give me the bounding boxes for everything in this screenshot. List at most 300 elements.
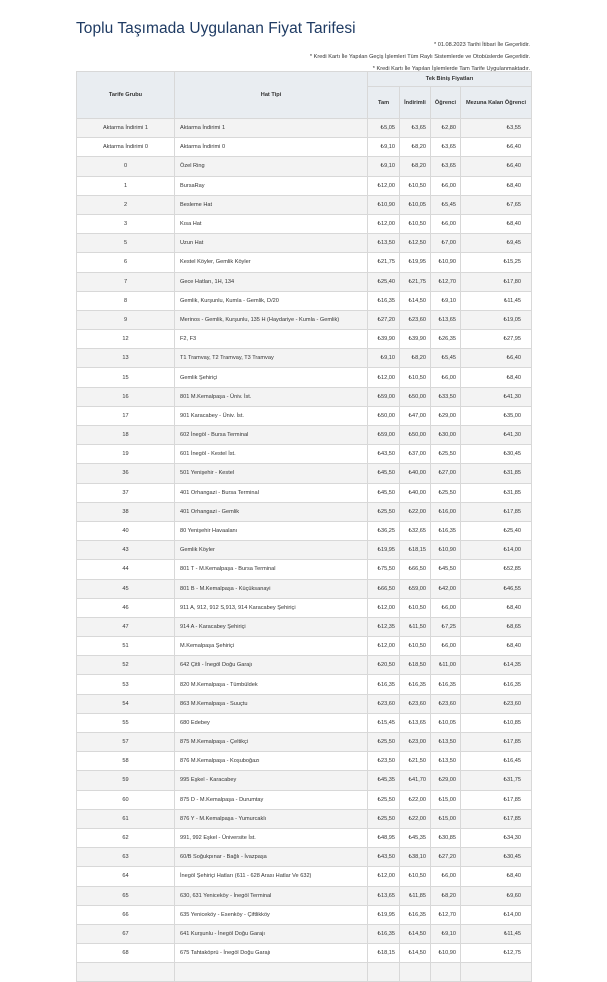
tariff-group-cell: 5 (77, 234, 175, 253)
full-fare-cell: ₺12,35 (368, 617, 400, 636)
graduate-student-fare-cell: ₺8,40 (461, 598, 532, 617)
discounted-fare-cell: ₺18,50 (400, 656, 431, 675)
student-fare-cell: ₺25,50 (431, 483, 461, 502)
discounted-fare-cell: ₺14,50 (400, 944, 431, 963)
tariff-group-cell: 57 (77, 733, 175, 752)
line-type-cell: 635 Yeniceköy - Esenköy - Çiftlikköy (175, 905, 368, 924)
full-fare-cell: ₺25,50 (368, 502, 400, 521)
line-type-cell: Kısa Hat (175, 214, 368, 233)
discounted-fare-cell: ₺40,00 (400, 464, 431, 483)
student-fare-cell: ₺25,50 (431, 445, 461, 464)
discounted-fare-cell: ₺50,00 (400, 387, 431, 406)
discounted-fare-cell: ₺21,75 (400, 272, 431, 291)
table-row (77, 579, 532, 598)
discounted-fare-cell: ₺19,95 (400, 253, 431, 272)
student-fare-cell: ₺13,50 (431, 752, 461, 771)
note-date: * 01.08.2023 Tarihi İtibari İle Geçerlidir. (434, 42, 530, 48)
student-fare-cell: ₺27,00 (431, 464, 461, 483)
line-type-cell: 876 Y - M.Kemalpaşa - Yumurcaklı (175, 809, 368, 828)
full-fare-cell: ₺13,65 (368, 886, 400, 905)
graduate-student-fare-cell: ₺8,40 (461, 368, 532, 387)
discounted-fare-cell: ₺41,70 (400, 771, 431, 790)
graduate-student-fare-cell: ₺14,35 (461, 656, 532, 675)
tariff-group-cell: 55 (77, 713, 175, 732)
table-row (77, 310, 532, 329)
discounted-fare-cell: ₺8,20 (400, 157, 431, 176)
table-row (77, 752, 532, 771)
empty-cell (175, 963, 368, 982)
table-row (77, 272, 532, 291)
discounted-fare-cell: ₺16,35 (400, 905, 431, 924)
tariff-group-cell: 15 (77, 368, 175, 387)
full-fare-cell: ₺16,35 (368, 924, 400, 943)
line-type-cell: 642 Çitli - İnegöl Doğu Garajı (175, 656, 368, 675)
line-type-cell: Besleme Hat (175, 195, 368, 214)
graduate-student-fare-cell: ₺3,55 (461, 119, 532, 138)
discounted-fare-cell: ₺32,65 (400, 521, 431, 540)
table-row (77, 733, 532, 752)
table-row (77, 176, 532, 195)
table-row (77, 445, 532, 464)
tariff-group-cell: 9 (77, 310, 175, 329)
table-row (77, 790, 532, 809)
line-type-cell: Gemlik, Kurşunlu, Kumla - Gemlik, D/20 (175, 291, 368, 310)
line-type-cell: Aktarma İndirimi 1 (175, 119, 368, 138)
graduate-student-fare-cell: ₺7,65 (461, 195, 532, 214)
line-type-cell: Gece Hatları, 1H, 134 (175, 272, 368, 291)
graduate-student-fare-cell: ₺46,55 (461, 579, 532, 598)
full-fare-cell: ₺19,95 (368, 905, 400, 924)
graduate-student-fare-cell: ₺41,30 (461, 426, 532, 445)
table-row (77, 867, 532, 886)
discounted-fare-cell: ₺22,00 (400, 809, 431, 828)
table-row (77, 291, 532, 310)
table-row (77, 637, 532, 656)
graduate-student-fare-cell: ₺11,45 (461, 924, 532, 943)
full-fare-cell: ₺59,00 (368, 426, 400, 445)
line-type-cell: M.Kemalpaşa Şehiriçi (175, 637, 368, 656)
tariff-group-cell: 38 (77, 502, 175, 521)
line-type-cell: 501 Yenişehir - Kestel (175, 464, 368, 483)
graduate-student-fare-cell: ₺16,45 (461, 752, 532, 771)
empty-cell (400, 963, 431, 982)
full-fare-cell: ₺43,50 (368, 848, 400, 867)
header-tariff-group: Tarife Grubu (77, 72, 175, 119)
full-fare-cell: ₺12,00 (368, 368, 400, 387)
header-line-type: Hat Tipi (175, 72, 368, 119)
table-row (77, 521, 532, 540)
graduate-student-fare-cell: ₺14,00 (461, 905, 532, 924)
graduate-student-fare-cell: ₺35,00 (461, 406, 532, 425)
tariff-group-cell: 66 (77, 905, 175, 924)
discounted-fare-cell: ₺23,60 (400, 310, 431, 329)
discounted-fare-cell: ₺8,20 (400, 349, 431, 368)
table-row (77, 157, 532, 176)
student-fare-cell: ₺23,60 (431, 694, 461, 713)
tariff-group-cell: 62 (77, 828, 175, 847)
student-fare-cell: ₺5,45 (431, 195, 461, 214)
line-type-cell: F2, F3 (175, 330, 368, 349)
discounted-fare-cell: ₺10,50 (400, 867, 431, 886)
student-fare-cell: ₺30,85 (431, 828, 461, 847)
tariff-group-cell: 2 (77, 195, 175, 214)
header-graduate-student: Mezuna Kalan Öğrenci (461, 87, 532, 119)
graduate-student-fare-cell: ₺17,85 (461, 502, 532, 521)
tariff-group-cell: 0 (77, 157, 175, 176)
graduate-student-fare-cell: ₺30,45 (461, 445, 532, 464)
tariff-group-cell: 45 (77, 579, 175, 598)
full-fare-cell: ₺13,50 (368, 234, 400, 253)
note-credit-card-scope: * Kredi Kartı İle Yapılan Geçiş İşlemleri Tüm Raylı Sistemlerde ve Otobüslerde Geçerlidir. (309, 54, 530, 60)
graduate-student-fare-cell: ₺27,95 (461, 330, 532, 349)
table-row (77, 387, 532, 406)
tariff-group-cell: 61 (77, 809, 175, 828)
table-row (77, 426, 532, 445)
discounted-fare-cell: ₺10,50 (400, 214, 431, 233)
empty-cell (368, 963, 400, 982)
full-fare-cell: ₺16,35 (368, 291, 400, 310)
line-type-cell: Uzun Hat (175, 234, 368, 253)
discounted-fare-cell: ₺45,35 (400, 828, 431, 847)
graduate-student-fare-cell: ₺31,85 (461, 464, 532, 483)
student-fare-cell: ₺6,00 (431, 176, 461, 195)
student-fare-cell: ₺10,90 (431, 944, 461, 963)
table-row (77, 809, 532, 828)
line-type-cell: 641 Kurşunlu - İnegöl Doğu Garajı (175, 924, 368, 943)
graduate-student-fare-cell: ₺23,60 (461, 694, 532, 713)
full-fare-cell: ₺45,35 (368, 771, 400, 790)
graduate-student-fare-cell: ₺8,65 (461, 617, 532, 636)
tariff-group-cell: 68 (77, 944, 175, 963)
student-fare-cell: ₺33,50 (431, 387, 461, 406)
discounted-fare-cell: ₺22,00 (400, 790, 431, 809)
line-type-cell: 991, 992 Eşkel - Üniversite İst. (175, 828, 368, 847)
graduate-student-fare-cell: ₺11,45 (461, 291, 532, 310)
table-row (77, 541, 532, 560)
graduate-student-fare-cell: ₺10,85 (461, 713, 532, 732)
line-type-cell: 863 M.Kemalpaşa - Suuçtu (175, 694, 368, 713)
student-fare-cell: ₺13,65 (431, 310, 461, 329)
line-type-cell: 914 A - Karacabey Şehiriçi (175, 617, 368, 636)
student-fare-cell: ₺7,25 (431, 617, 461, 636)
student-fare-cell: ₺29,00 (431, 771, 461, 790)
line-type-cell: 901 Karacabey - Üniv. İst. (175, 406, 368, 425)
full-fare-cell: ₺27,20 (368, 310, 400, 329)
student-fare-cell: ₺7,00 (431, 234, 461, 253)
line-type-cell: 801 T - M.Kemalpaşa - Bursa Terminal (175, 560, 368, 579)
full-fare-cell: ₺9,10 (368, 157, 400, 176)
line-type-cell: 820 M.Kemalpaşa - Tümbüldek (175, 675, 368, 694)
full-fare-cell: ₺18,15 (368, 944, 400, 963)
student-fare-cell: ₺12,70 (431, 272, 461, 291)
student-fare-cell: ₺9,10 (431, 924, 461, 943)
line-type-cell: İnegöl Şehiriçi Hatları (611 - 628 Arası Hatlar Ve 632) (175, 867, 368, 886)
full-fare-cell: ₺21,75 (368, 253, 400, 272)
line-type-cell: Aktarma İndirimi 0 (175, 138, 368, 157)
line-type-cell: 680 Edebey (175, 713, 368, 732)
table-row (77, 886, 532, 905)
student-fare-cell: ₺6,00 (431, 214, 461, 233)
discounted-fare-cell: ₺16,35 (400, 675, 431, 694)
line-type-cell: Özel Ring (175, 157, 368, 176)
validity-notes (310, 39, 530, 75)
discounted-fare-cell: ₺10,05 (400, 195, 431, 214)
table-row (77, 464, 532, 483)
graduate-student-fare-cell: ₺17,85 (461, 809, 532, 828)
tariff-group-cell: 53 (77, 675, 175, 694)
discounted-fare-cell: ₺10,50 (400, 368, 431, 387)
discounted-fare-cell: ₺21,50 (400, 752, 431, 771)
student-fare-cell: ₺27,20 (431, 848, 461, 867)
tariff-group-cell: 67 (77, 924, 175, 943)
tariff-rows (77, 119, 532, 982)
discounted-fare-cell: ₺38,10 (400, 848, 431, 867)
table-row (77, 214, 532, 233)
table-row (77, 406, 532, 425)
table-row (77, 349, 532, 368)
tariff-group-cell: 17 (77, 406, 175, 425)
full-fare-cell: ₺12,00 (368, 214, 400, 233)
discounted-fare-cell: ₺8,20 (400, 138, 431, 157)
graduate-student-fare-cell: ₺12,75 (461, 944, 532, 963)
student-fare-cell: ₺15,00 (431, 790, 461, 809)
discounted-fare-cell: ₺47,00 (400, 406, 431, 425)
student-fare-cell: ₺6,00 (431, 598, 461, 617)
discounted-fare-cell: ₺40,00 (400, 483, 431, 502)
discounted-fare-cell: ₺10,50 (400, 176, 431, 195)
table-row (77, 502, 532, 521)
full-fare-cell: ₺75,50 (368, 560, 400, 579)
tariff-group-cell: 64 (77, 867, 175, 886)
line-type-cell: 801 M.Kemalpaşa - Üniv. İst. (175, 387, 368, 406)
full-fare-cell: ₺45,50 (368, 464, 400, 483)
student-fare-cell: ₺16,00 (431, 502, 461, 521)
student-fare-cell: ₺11,00 (431, 656, 461, 675)
graduate-student-fare-cell: ₺6,40 (461, 157, 532, 176)
tariff-group-cell: 58 (77, 752, 175, 771)
header-single-ride-prices: Tek Biniş Fiyatları (368, 72, 532, 87)
tariff-group-cell: 13 (77, 349, 175, 368)
full-fare-cell: ₺23,60 (368, 694, 400, 713)
discounted-fare-cell: ₺37,00 (400, 445, 431, 464)
table-row (77, 924, 532, 943)
tariff-group-cell: 1 (77, 176, 175, 195)
tariff-group-cell: 3 (77, 214, 175, 233)
discounted-fare-cell: ₺18,15 (400, 541, 431, 560)
table-row (77, 675, 532, 694)
graduate-student-fare-cell: ₺8,40 (461, 867, 532, 886)
table-row (77, 483, 532, 502)
full-fare-cell: ₺9,10 (368, 138, 400, 157)
full-fare-cell: ₺25,40 (368, 272, 400, 291)
empty-cell (77, 963, 175, 982)
full-fare-cell: ₺25,50 (368, 733, 400, 752)
full-fare-cell: ₺16,35 (368, 675, 400, 694)
table-row (77, 560, 532, 579)
student-fare-cell: ₺3,65 (431, 138, 461, 157)
full-fare-cell: ₺45,50 (368, 483, 400, 502)
full-fare-cell: ₺19,95 (368, 541, 400, 560)
line-type-cell: 401 Orhangazi - Bursa Terminal (175, 483, 368, 502)
line-type-cell: Gemlik Köyler (175, 541, 368, 560)
graduate-student-fare-cell: ₺17,85 (461, 790, 532, 809)
student-fare-cell: ₺9,10 (431, 291, 461, 310)
table-row (77, 598, 532, 617)
student-fare-cell: ₺10,90 (431, 541, 461, 560)
discounted-fare-cell: ₺10,50 (400, 598, 431, 617)
line-type-cell: 401 Orhangazi - Gemlik (175, 502, 368, 521)
student-fare-cell: ₺10,05 (431, 713, 461, 732)
line-type-cell: 801 B - M.Kemalpaşa - Küçüksanayi (175, 579, 368, 598)
discounted-fare-cell: ₺23,60 (400, 694, 431, 713)
student-fare-cell: ₺6,00 (431, 368, 461, 387)
tariff-group-cell: 51 (77, 637, 175, 656)
tariff-group-cell: 65 (77, 886, 175, 905)
header-student: Öğrenci (431, 87, 461, 119)
table-row (77, 771, 532, 790)
graduate-student-fare-cell: ₺41,30 (461, 387, 532, 406)
discounted-fare-cell: ₺59,00 (400, 579, 431, 598)
student-fare-cell: ₺45,50 (431, 560, 461, 579)
line-type-cell: Gemlik Şehiriçi (175, 368, 368, 387)
graduate-student-fare-cell: ₺8,40 (461, 176, 532, 195)
tariff-group-cell: 47 (77, 617, 175, 636)
graduate-student-fare-cell: ₺17,80 (461, 272, 532, 291)
discounted-fare-cell: ₺11,85 (400, 886, 431, 905)
graduate-student-fare-cell: ₺8,40 (461, 214, 532, 233)
table-row (77, 656, 532, 675)
tariff-group-cell: 8 (77, 291, 175, 310)
discounted-fare-cell: ₺3,65 (400, 119, 431, 138)
student-fare-cell: ₺2,80 (431, 119, 461, 138)
tariff-group-cell: 52 (77, 656, 175, 675)
table-row (77, 713, 532, 732)
graduate-student-fare-cell: ₺14,00 (461, 541, 532, 560)
full-fare-cell: ₺12,00 (368, 598, 400, 617)
tariff-group-cell: Aktarma İndirimi 1 (77, 119, 175, 138)
full-fare-cell: ₺48,95 (368, 828, 400, 847)
full-fare-cell: ₺36,25 (368, 521, 400, 540)
full-fare-cell: ₺15,45 (368, 713, 400, 732)
tariff-group-cell: Aktarma İndirimi 0 (77, 138, 175, 157)
table-row (77, 195, 532, 214)
graduate-student-fare-cell: ₺17,85 (461, 733, 532, 752)
line-type-cell: 675 Tahtaköprü - İnegöl Doğu Garajı (175, 944, 368, 963)
line-type-cell: 995 Eşkel - Karacabey (175, 771, 368, 790)
full-fare-cell: ₺25,50 (368, 809, 400, 828)
line-type-cell: T1 Tramvay, T2 Tramvay, T3 Tramvay (175, 349, 368, 368)
discounted-fare-cell: ₺50,00 (400, 426, 431, 445)
table-row (77, 905, 532, 924)
full-fare-cell: ₺25,50 (368, 790, 400, 809)
student-fare-cell: ₺13,50 (431, 733, 461, 752)
student-fare-cell: ₺42,00 (431, 579, 461, 598)
line-type-cell: Merinos - Gemlik, Kurşunlu, 135 H (Haydariye - Kumla - Gemlik) (175, 310, 368, 329)
table-row (77, 828, 532, 847)
discounted-fare-cell: ₺14,50 (400, 924, 431, 943)
line-type-cell: Kestel Köyler, Gemlik Köyler (175, 253, 368, 272)
student-fare-cell: ₺12,70 (431, 905, 461, 924)
tariff-group-cell: 46 (77, 598, 175, 617)
table-row (77, 694, 532, 713)
tariff-group-cell: 36 (77, 464, 175, 483)
tariff-group-cell: 43 (77, 541, 175, 560)
discounted-fare-cell: ₺66,50 (400, 560, 431, 579)
graduate-student-fare-cell: ₺52,85 (461, 560, 532, 579)
student-fare-cell: ₺3,65 (431, 157, 461, 176)
graduate-student-fare-cell: ₺25,40 (461, 521, 532, 540)
graduate-student-fare-cell: ₺34,30 (461, 828, 532, 847)
discounted-fare-cell: ₺39,90 (400, 330, 431, 349)
line-type-cell: 602 İnegöl - Bursa Terminal (175, 426, 368, 445)
page-title: Toplu Taşımada Uygulanan Fiyat Tarifesi (76, 20, 356, 37)
empty-cell (431, 963, 461, 982)
discounted-fare-cell: ₺23,00 (400, 733, 431, 752)
full-fare-cell: ₺12,00 (368, 176, 400, 195)
discounted-fare-cell: ₺13,65 (400, 713, 431, 732)
line-type-cell: 911 A, 912, 912 S,913, 914 Karacabey Şehiriçi (175, 598, 368, 617)
full-fare-cell: ₺43,50 (368, 445, 400, 464)
graduate-student-fare-cell: ₺30,45 (461, 848, 532, 867)
full-fare-cell: ₺59,00 (368, 387, 400, 406)
line-type-cell: 875 M.Kemalpaşa - Çeltikçi (175, 733, 368, 752)
tariff-group-cell: 54 (77, 694, 175, 713)
note-credit-card-tariff: * Kredi Kartı İle Yapılan İşlemlerde Tam Tarife Uygulanmaktadır. (372, 66, 530, 72)
tariff-group-cell: 16 (77, 387, 175, 406)
table-row (77, 330, 532, 349)
header-full-fare: Tam (368, 87, 400, 119)
full-fare-cell: ₺12,00 (368, 637, 400, 656)
graduate-student-fare-cell: ₺31,75 (461, 771, 532, 790)
student-fare-cell: ₺6,00 (431, 637, 461, 656)
full-fare-cell: ₺10,90 (368, 195, 400, 214)
table-row-partial (77, 963, 532, 982)
table-row (77, 119, 532, 138)
discounted-fare-cell: ₺12,50 (400, 234, 431, 253)
line-type-cell: 60/B Soğukpınar - Bağlı - İvazpaşa (175, 848, 368, 867)
student-fare-cell: ₺26,35 (431, 330, 461, 349)
discounted-fare-cell: ₺14,50 (400, 291, 431, 310)
discounted-fare-cell: ₺11,50 (400, 617, 431, 636)
graduate-student-fare-cell: ₺9,60 (461, 886, 532, 905)
full-fare-cell: ₺5,05 (368, 119, 400, 138)
tariff-group-cell: 40 (77, 521, 175, 540)
tariff-group-cell: 60 (77, 790, 175, 809)
line-type-cell: 601 İnegöl - Kestel İst. (175, 445, 368, 464)
table-row (77, 944, 532, 963)
student-fare-cell: ₺10,90 (431, 253, 461, 272)
full-fare-cell: ₺39,90 (368, 330, 400, 349)
student-fare-cell: ₺5,45 (431, 349, 461, 368)
header-discounted: İndirimli (400, 87, 431, 119)
graduate-student-fare-cell: ₺6,40 (461, 349, 532, 368)
tariff-group-cell: 59 (77, 771, 175, 790)
table-row (77, 253, 532, 272)
tariff-group-cell: 6 (77, 253, 175, 272)
tariff-group-cell: 7 (77, 272, 175, 291)
tariff-group-cell: 12 (77, 330, 175, 349)
student-fare-cell: ₺15,00 (431, 809, 461, 828)
line-type-cell: BursaRay (175, 176, 368, 195)
student-fare-cell: ₺16,35 (431, 675, 461, 694)
full-fare-cell: ₺20,50 (368, 656, 400, 675)
graduate-student-fare-cell: ₺8,40 (461, 637, 532, 656)
graduate-student-fare-cell: ₺19,05 (461, 310, 532, 329)
full-fare-cell: ₺66,50 (368, 579, 400, 598)
discounted-fare-cell: ₺22,00 (400, 502, 431, 521)
student-fare-cell: ₺29,00 (431, 406, 461, 425)
line-type-cell: 80 Yenişehir Havaalanı (175, 521, 368, 540)
